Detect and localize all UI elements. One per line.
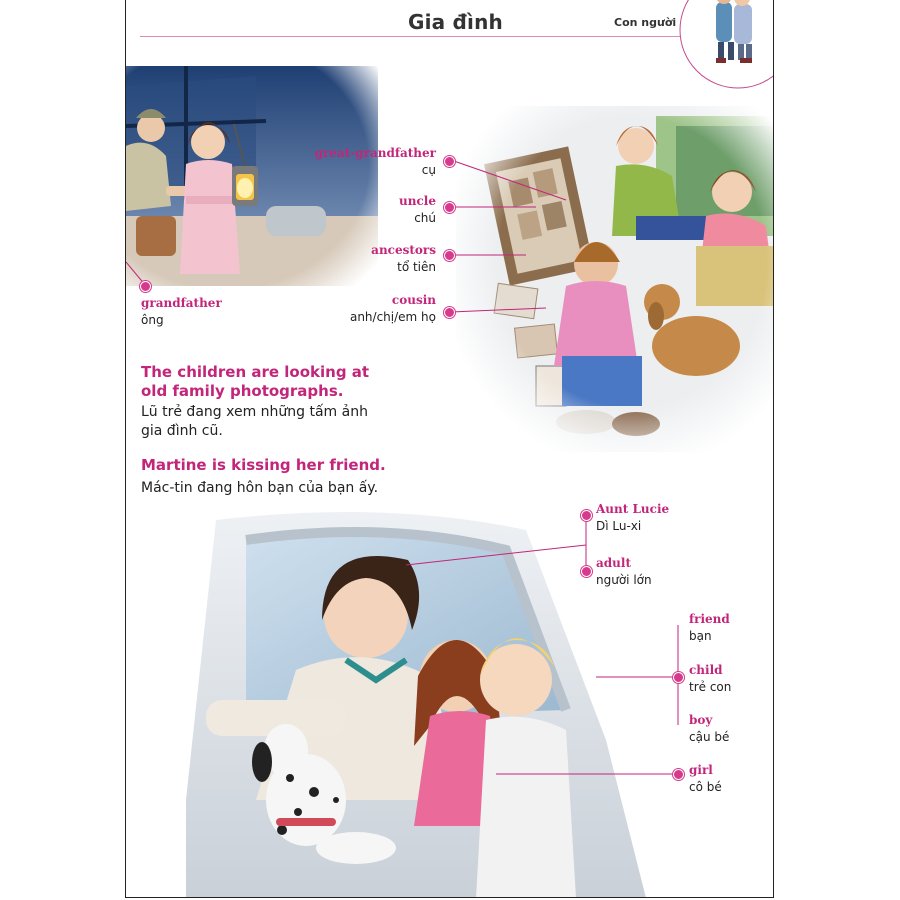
boy-label-vi: cậu bé [689, 730, 730, 744]
section-label: Con người [614, 16, 677, 29]
aunt-lucie-label-vi: Dì Lu-xi [596, 519, 642, 533]
photos-caption-vi-line1: Lũ trẻ đang xem những tấm ảnh [141, 404, 368, 420]
cousin-dot [444, 307, 455, 318]
aunt-lucie-label-en: Aunt Lucie [596, 502, 670, 516]
great-grandfather-label-en: great-grandfather [314, 146, 436, 160]
uncle-dot [444, 202, 455, 213]
child-label-vi: trẻ con [689, 680, 732, 694]
adult-label-en: adult [596, 556, 631, 570]
child-label-en: child [689, 663, 723, 677]
grandfather-label-en: grandfather [141, 296, 222, 310]
girl-label-en: girl [689, 763, 713, 777]
kiss-caption [141, 456, 386, 498]
kiss-caption-vi: Mác-tin đang hôn bạn của bạn ấy. [141, 480, 379, 496]
photos-caption-en-line1: The children are looking at [141, 363, 370, 381]
grandfather-leader [126, 260, 166, 300]
great-grandfather-label-vi: cụ [421, 163, 436, 177]
photos-caption [141, 363, 369, 441]
child-dot [673, 672, 684, 683]
boy-label-en: boy [689, 713, 713, 727]
photos-caption-en-line2: old family photographs. [141, 382, 344, 400]
adult-label-vi: người lớn [596, 573, 652, 587]
page-title: Gia đình [408, 10, 503, 34]
cousin-label-vi: anh/chị/em họ [349, 310, 436, 324]
friend-label-en: friend [689, 612, 730, 626]
adult-dot [581, 566, 592, 577]
header-rule [140, 36, 700, 37]
grandfather-dot [140, 281, 151, 292]
aunt-lucie-dot [581, 510, 592, 521]
top-right-leaders [446, 150, 646, 330]
uncle-label-en: uncle [399, 194, 436, 208]
friend-label-vi: bạn [689, 629, 712, 643]
photos-caption-vi-line2: gia đình cũ. [141, 423, 223, 439]
girl-label-vi: cô bé [689, 780, 722, 794]
book-page [125, 0, 774, 898]
uncle-label-vi: chú [414, 211, 436, 225]
great-grandfather-dot [444, 156, 455, 167]
grandfather-label-vi: ông [141, 313, 164, 327]
bottom-leaders [406, 510, 696, 800]
corner-hug-illustration [678, 0, 774, 96]
cousin-label-en: cousin [391, 293, 436, 307]
ancestors-label-en: ancestors [371, 243, 436, 257]
girl-dot [673, 769, 684, 780]
ancestors-label-vi: tổ tiên [397, 260, 436, 274]
kiss-caption-en: Martine is kissing her friend. [141, 456, 386, 474]
ancestors-dot [444, 250, 455, 261]
